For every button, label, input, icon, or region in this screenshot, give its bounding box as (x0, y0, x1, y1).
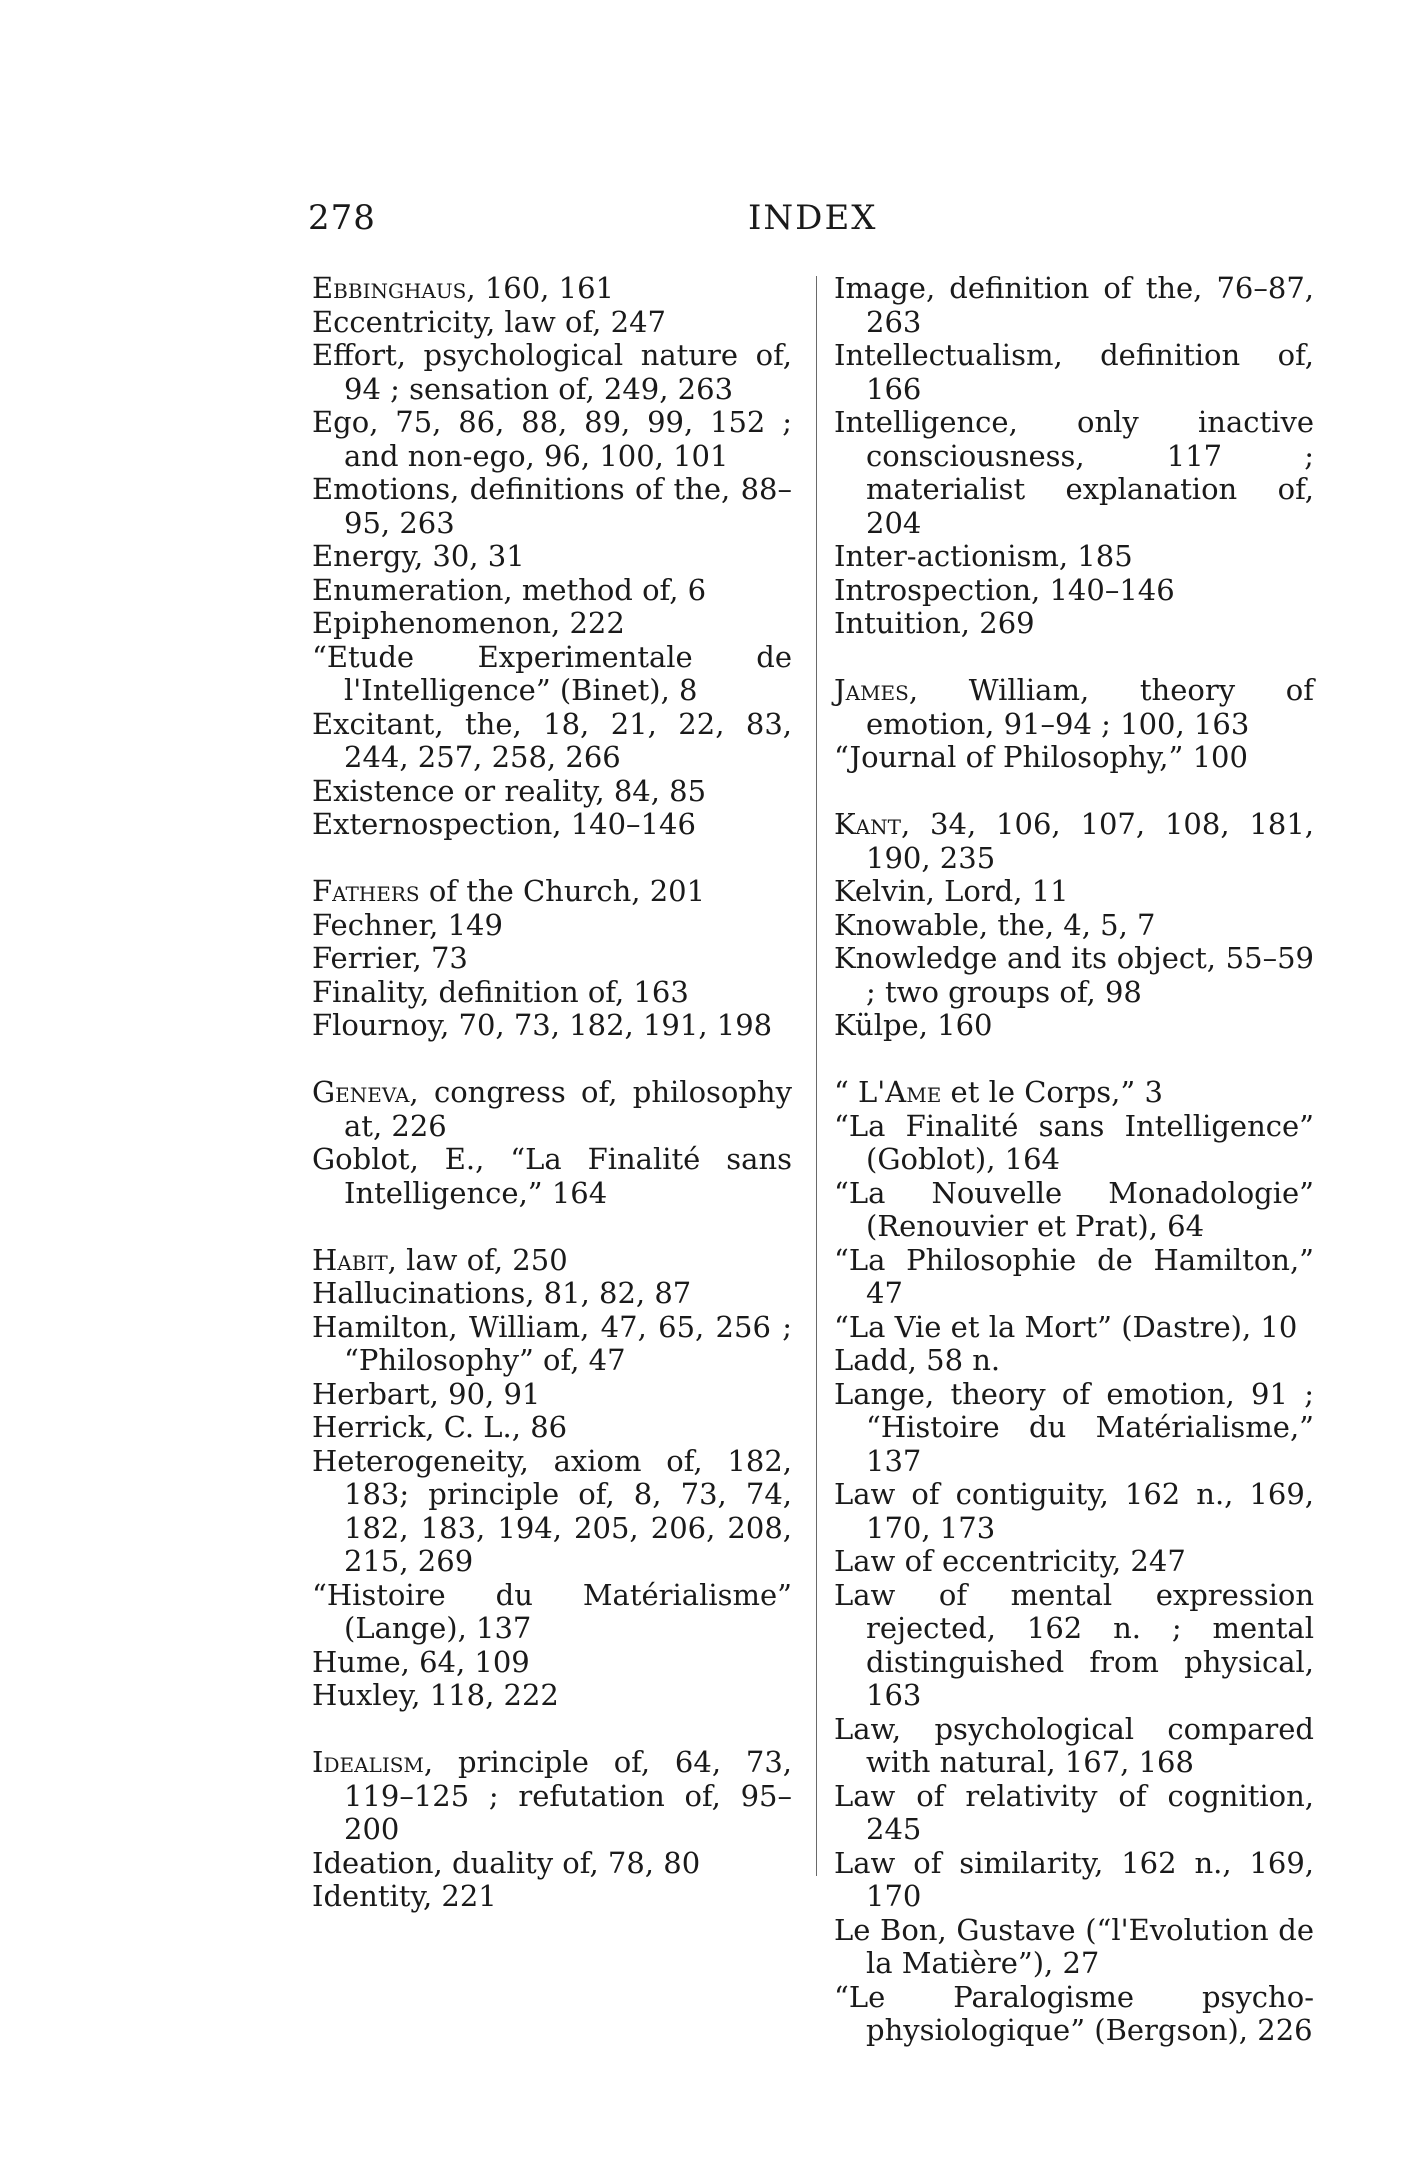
entry-text: Le Bon, Gustave (“l'Evolution de la Matière”), 27 (834, 1912, 1314, 1980)
index-entry (312, 1244, 792, 1278)
index-entry (312, 1076, 792, 1143)
entry-text: “Etude Experimentale de l'Intelligence” (Binet), 8 (312, 639, 792, 707)
entry-text: Image, definition of the, 76–87, 263 (834, 271, 1314, 339)
index-entry (312, 808, 792, 842)
page-number: 278 (308, 198, 376, 238)
entry-headword: James (834, 673, 909, 707)
entry-text: of the Church, 201 (419, 874, 706, 908)
entry-text: , law of, 250 (387, 1242, 568, 1277)
entry-text: “Histoire du Matérialisme” (Lange), 137 (312, 1577, 792, 1645)
index-entry (312, 1579, 792, 1646)
entry-text: “La Philosophie de Hamilton,” 47 (834, 1242, 1314, 1310)
entry-text: Existence or reality, 84, 85 (312, 773, 707, 808)
index-letter-group (834, 272, 1314, 641)
index-entry (312, 607, 792, 641)
entry-text: Inter-actionism, 185 (834, 539, 1133, 573)
entry-text: Effort, psychological nature of, 94 ; sensation of, 249, 263 (312, 338, 792, 406)
index-entry (312, 1411, 792, 1445)
entry-text: , William, theory of emotion, 91–94 ; 100, 163 (866, 673, 1314, 741)
entry-text: Introspection, 140–146 (834, 572, 1175, 607)
entry-text: Intellectualism, definition of, 166 (834, 338, 1314, 406)
entry-text: Externospection, 140–146 (312, 807, 696, 841)
index-entry (312, 708, 792, 775)
entry-text: Ladd, 58 n. (834, 1343, 1001, 1377)
index-entry (312, 540, 792, 574)
index-entry (312, 1311, 792, 1378)
entry-text: Ego, 75, 86, 88, 89, 99, 152 ; and non-ego, 96, 100, 101 (312, 405, 792, 473)
index-entry (312, 1847, 792, 1881)
index-entry (834, 1914, 1314, 1981)
index-entry (312, 306, 792, 340)
index-entry (312, 1679, 792, 1713)
entry-text: “Journal of Philosophy,” 100 (834, 740, 1248, 774)
index-letter-group (312, 272, 792, 842)
index-letter-group (834, 1076, 1314, 2048)
entry-text: Finality, definition of, 163 (312, 974, 689, 1009)
index-entry (312, 1277, 792, 1311)
index-entry (834, 272, 1314, 339)
entry-headword: Geneva (312, 1075, 410, 1109)
entry-text: Identity, 221 (312, 1879, 497, 1913)
entry-text: , 160, 161 (466, 271, 614, 305)
entry-text: Huxley, 118, 222 (312, 1678, 559, 1712)
index-entry (312, 1378, 792, 1412)
index-entry (312, 339, 792, 406)
entry-text: Eccentricity, law of, 247 (312, 304, 666, 339)
entry-text: Ideation, duality of, 78, 80 (312, 1845, 701, 1880)
index-entry (834, 808, 1314, 875)
entry-text: Excitant, the, 18, 21, 22, 83, 244, 257, 258, 266 (312, 706, 792, 774)
index-entry (834, 540, 1314, 574)
entry-text: Ferrier, 73 (312, 941, 468, 975)
entry-text: “La Vie et la Mort” (Dastre), 10 (834, 1309, 1298, 1344)
entry-text: Emotions, definitions of the, 88–95, 263 (312, 472, 792, 540)
entry-text: “Le Paralogisme psycho-physiologique” (Bergson), 226 (834, 1979, 1314, 2047)
index-entry (312, 1445, 792, 1579)
index-entry (834, 909, 1314, 943)
entry-text: , principle of, 64, 73, 119–125 ; refutation of, 95–200 (344, 1745, 792, 1846)
entry-text: Law of similarity, 162 n., 169, 170 (834, 1845, 1314, 1913)
index-entry (834, 741, 1314, 775)
index-entry (312, 1646, 792, 1680)
entry-text: Knowable, the, 4, 5, 7 (834, 907, 1156, 942)
entry-text: Law of relativity of cognition, 245 (834, 1778, 1314, 1846)
index-entry (834, 1378, 1314, 1479)
index-entry (312, 875, 792, 909)
index-entry (834, 875, 1314, 909)
entry-text: Flournoy, 70, 73, 182, 191, 198 (312, 1008, 773, 1042)
entry-headword: Fathers (312, 874, 420, 908)
index-entry (312, 473, 792, 540)
index-entry (834, 1009, 1314, 1043)
index-entry (834, 1981, 1314, 2048)
index-letter-group (312, 1076, 792, 1210)
entry-text: Enumeration, method of, 6 (312, 572, 707, 607)
index-entry (834, 1076, 1314, 1110)
entry-headword: Ebbinghaus (312, 271, 467, 305)
entry-text: Hume, 64, 109 (312, 1644, 530, 1679)
index-entry (312, 406, 792, 473)
index-entry (834, 339, 1314, 406)
index-entry (834, 1545, 1314, 1579)
index-entry (834, 406, 1314, 540)
entry-prefix: “ L' (834, 1075, 886, 1109)
entry-text: Heterogeneity, axiom of, 182, 183; principle of, 8, 73, 74, 182, 183, 194, 205, 206, 208, 215, 269 (312, 1443, 792, 1578)
entry-text: Lange, theory of emotion, 91 ; “Histoire du Matérialisme,” 137 (834, 1376, 1314, 1478)
index-entry (312, 775, 792, 809)
index-entry (834, 1478, 1314, 1545)
index-letter-group (834, 808, 1314, 1043)
entry-text: Intelligence, only inactive consciousness, 117 ; materialist explanation of, 204 (834, 405, 1314, 540)
index-entry (834, 1177, 1314, 1244)
index-entry (312, 1746, 792, 1847)
entry-headword: Habit (312, 1242, 388, 1277)
entry-text: Herrick, C. L., 86 (312, 1410, 568, 1444)
entry-text: et le Corps,” 3 (941, 1075, 1163, 1109)
entry-text: Law of eccentricity, 247 (834, 1544, 1186, 1578)
index-entry (834, 1110, 1314, 1177)
index-entry (834, 1244, 1314, 1311)
entry-text: Herbart, 90, 91 (312, 1376, 541, 1411)
entry-text: Law of mental expression rejected, 162 n. ; mental distinguished from physical, 163 (834, 1577, 1314, 1712)
entry-headword: Kant (834, 807, 901, 841)
entry-text: Epiphenomenon, 222 (312, 606, 625, 640)
entry-text: Külpe, 160 (834, 1008, 993, 1042)
index-entry (312, 574, 792, 608)
entry-text: “La Finalité sans Intelligence” (Goblot), 164 (834, 1108, 1314, 1176)
index-entry (312, 641, 792, 708)
entry-text: Knowledge and its object, 55–59 ; two groups of, 98 (834, 941, 1314, 1009)
index-letter-group (312, 1746, 792, 1914)
entry-text: Hamilton, William, 47, 65, 256 ; “Philosophy” of, 47 (312, 1309, 792, 1377)
entry-text: “La Nouvelle Monadologie” (Renouvier et Prat), 64 (834, 1175, 1314, 1243)
entry-text: Law, psychological compared with natural, 167, 168 (834, 1711, 1314, 1779)
index-entry (312, 272, 792, 306)
entry-text: Law of contiguity, 162 n., 169, 170, 173 (834, 1477, 1314, 1545)
entry-text: , congress of, philosophy at, 226 (344, 1075, 792, 1143)
entry-headword: Idealism (312, 1745, 424, 1779)
index-letter-group (312, 1244, 792, 1713)
entry-text: Kelvin, Lord, 11 (834, 874, 1069, 908)
index-entry (834, 674, 1314, 741)
entry-headword: Ame (885, 1075, 942, 1109)
index-entry (834, 1847, 1314, 1914)
index-entry (312, 1880, 792, 1914)
index-entry (312, 942, 792, 976)
index-letter-group (834, 674, 1314, 775)
index-column-left (312, 272, 792, 1947)
index-letter-group (312, 875, 792, 1043)
index-entry (834, 1311, 1314, 1345)
index-entry (312, 1009, 792, 1043)
column-divider (816, 276, 817, 1876)
index-entry (834, 942, 1314, 1009)
index-entry (834, 607, 1314, 641)
entry-text: Fechner, 149 (312, 907, 503, 942)
page-title: INDEX (748, 198, 878, 238)
entry-text: Energy, 30, 31 (312, 539, 525, 573)
index-entry (312, 1143, 792, 1210)
index-entry (834, 1579, 1314, 1713)
index-entry (834, 574, 1314, 608)
entry-text: , 34, 106, 107, 108, 181, 190, 235 (866, 807, 1314, 875)
index-entry (312, 976, 792, 1010)
index-column-right (834, 272, 1314, 2081)
index-entry (834, 1344, 1314, 1378)
index-entry (834, 1780, 1314, 1847)
entry-text: Goblot, E., “La Finalité sans Intelligence,” 164 (312, 1142, 792, 1210)
entry-text: Hallucinations, 81, 82, 87 (312, 1276, 692, 1310)
index-entry (834, 1713, 1314, 1780)
entry-text: Intuition, 269 (834, 606, 1035, 640)
index-entry (312, 909, 792, 943)
